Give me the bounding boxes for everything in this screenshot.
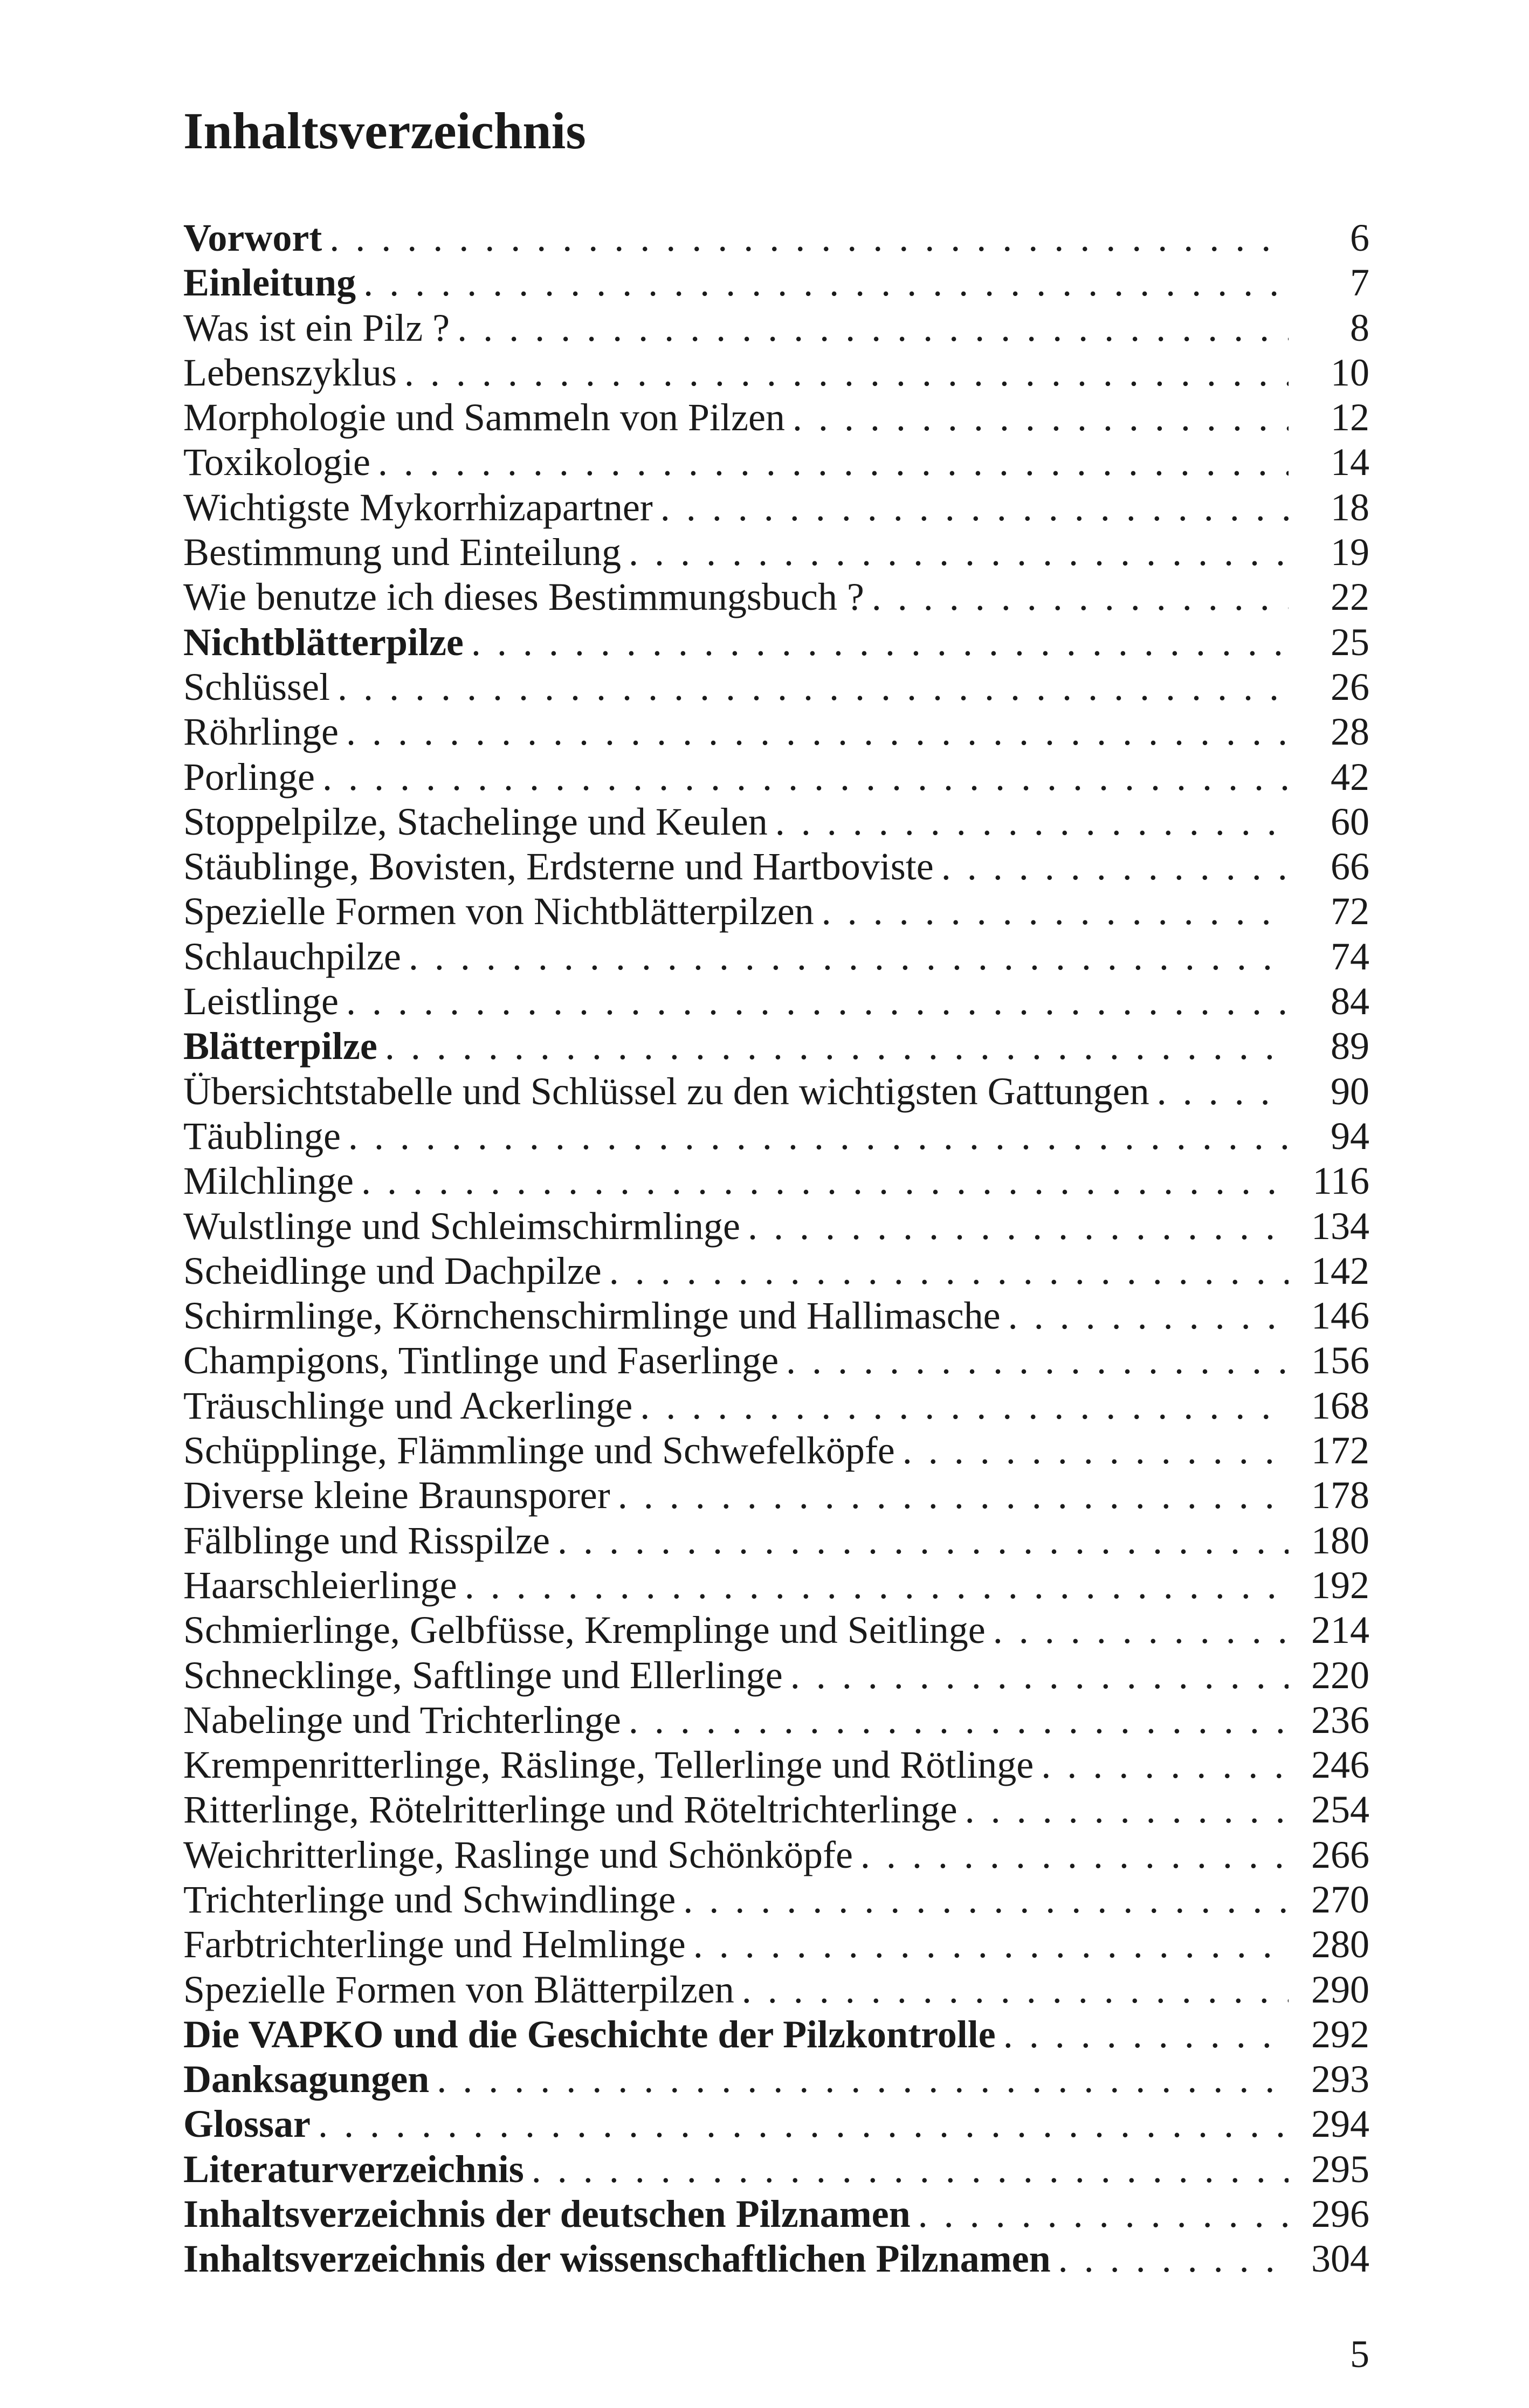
toc-entry-page: 192: [1311, 1563, 1369, 1607]
toc-dot-leader: [465, 1563, 1289, 1608]
toc-entry: [183, 1114, 1369, 1159]
toc-entry: [183, 1967, 1369, 2012]
toc-entry-label: Blätterpilze: [183, 1024, 377, 1068]
toc-entry-label: Toxikologie: [183, 441, 370, 484]
toc-entry-label: Champigons, Tintlinge und Faserlinge: [183, 1339, 779, 1382]
toc-entry-label: Vorwort: [183, 216, 322, 259]
toc-dot-leader: [609, 1249, 1289, 1294]
toc-entry-page: 26: [1331, 665, 1369, 708]
toc-entry-label: Krempenritterlinge, Räslinge, Tellerlinge und Rötlinge: [183, 1743, 1034, 1787]
toc-entry-label: Scheidlinge und Dachpilze: [183, 1249, 602, 1292]
toc-entry-page: 19: [1331, 531, 1369, 574]
toc-entry-label: Träuschlinge und Ackerlinge: [183, 1384, 633, 1427]
toc-entry-page: 74: [1331, 934, 1369, 978]
toc-dot-leader: [404, 350, 1289, 395]
toc-entry: [183, 1787, 1369, 1832]
toc-entry: [183, 979, 1369, 1024]
toc-entry: [183, 620, 1369, 665]
toc-entry: [183, 1159, 1369, 1203]
toc-dot-leader: [918, 2192, 1289, 2237]
toc-entry-page: 7: [1350, 261, 1369, 305]
toc-entry-page: 146: [1311, 1294, 1369, 1338]
toc-dot-leader: [618, 1473, 1289, 1518]
toc-entry-page: 236: [1311, 1698, 1369, 1742]
toc-entry-label: Trichterlinge und Schwindlinge: [183, 1877, 676, 1921]
toc-entry-label: Spezielle Formen von Blätterpilzen: [183, 1967, 734, 2011]
toc-entry-label: Einleitung: [183, 261, 356, 305]
toc-entry-label: Danksagungen: [183, 2058, 430, 2101]
toc-entry: [183, 2192, 1369, 2237]
toc-entry-page: 294: [1311, 2102, 1369, 2146]
toc-entry: [183, 1653, 1369, 1698]
toc-entry: [183, 2057, 1369, 2102]
toc-dot-leader: [683, 1877, 1289, 1922]
toc-entry-page: 254: [1311, 1788, 1369, 1832]
toc-entry: [183, 1608, 1369, 1653]
toc-entry: [183, 1338, 1369, 1383]
toc-entry: [183, 2102, 1369, 2146]
toc-entry-label: Diverse kleine Braunsporer: [183, 1474, 610, 1517]
toc-entry: [183, 1249, 1369, 1294]
toc-dot-leader: [409, 934, 1289, 979]
toc-entry-label: Inhaltsverzeichnis der deutschen Pilznamen: [183, 2192, 911, 2236]
toc-dot-leader: [775, 800, 1289, 844]
toc-entry: [183, 395, 1369, 440]
toc-entry-page: 12: [1331, 396, 1369, 439]
toc-entry: [183, 485, 1369, 530]
toc-dot-leader: [660, 485, 1289, 530]
toc-entry-label: Glossar: [183, 2102, 311, 2146]
toc-dot-leader: [629, 1698, 1289, 1743]
toc-dot-leader: [1157, 1069, 1289, 1114]
toc-dot-leader: [860, 1833, 1289, 1877]
toc-dot-leader: [693, 1922, 1289, 1967]
toc-entry-label: Täublinge: [183, 1114, 341, 1158]
toc-entry-label: Haarschleierlinge: [183, 1563, 457, 1607]
toc-entry: [183, 306, 1369, 350]
toc-entry-label: Übersichtstabelle und Schlüssel zu den wichtigsten Gattungen: [183, 1069, 1149, 1113]
toc-dot-leader: [1058, 2237, 1289, 2281]
toc-dot-leader: [1008, 1294, 1289, 1338]
toc-dot-leader: [742, 1967, 1289, 2012]
toc-entry-page: 178: [1311, 1474, 1369, 1517]
toc-entry-label: Wie benutze ich dieses Bestimmungsbuch ?: [183, 575, 864, 619]
toc-entry-page: 42: [1331, 755, 1369, 799]
toc-entry: [183, 1428, 1369, 1473]
toc-entry-page: 220: [1311, 1653, 1369, 1697]
toc-entry-label: Weichritterlinge, Raslinge und Schönköpfe: [183, 1833, 853, 1876]
toc-entry: [183, 216, 1369, 260]
toc-entry-label: Schlüssel: [183, 665, 330, 708]
toc-entry: [183, 934, 1369, 979]
toc-entry-label: Farbtrichterlinge und Helmlinge: [183, 1923, 686, 1966]
toc-entry: [183, 260, 1369, 305]
toc-entry: [183, 1563, 1369, 1608]
toc-entry-page: 292: [1311, 2012, 1369, 2056]
toc-dot-leader: [329, 216, 1289, 260]
toc-dot-leader: [786, 1338, 1289, 1383]
toc-entry: [183, 1922, 1369, 1967]
toc-dot-leader: [437, 2057, 1289, 2102]
toc-dot-leader: [457, 306, 1289, 350]
toc-entry-page: 293: [1311, 2058, 1369, 2101]
toc-entry: [183, 1204, 1369, 1249]
toc-dot-leader: [348, 1114, 1289, 1159]
toc-entry: [183, 350, 1369, 395]
table-of-contents: [183, 216, 1369, 2282]
toc-dot-leader: [629, 530, 1289, 575]
toc-entry-label: Bestimmung und Einteilung: [183, 531, 621, 574]
toc-entry-label: Röhrlinge: [183, 710, 339, 754]
toc-entry: [183, 1743, 1369, 1787]
toc-dot-leader: [471, 620, 1289, 665]
toc-entry-page: 214: [1311, 1608, 1369, 1652]
toc-entry-page: 14: [1331, 441, 1369, 484]
toc-entry: [183, 1833, 1369, 1877]
toc-entry-label: Wulstlinge und Schleimschirmlinge: [183, 1204, 740, 1248]
toc-entry-page: 60: [1331, 800, 1369, 843]
toc-dot-leader: [378, 440, 1289, 485]
toc-entry-label: Ritterlinge, Rötelritterlinge und Röteltrichterlinge: [183, 1788, 958, 1832]
toc-dot-leader: [363, 260, 1289, 305]
toc-entry-page: 25: [1331, 620, 1369, 664]
toc-entry-page: 90: [1331, 1069, 1369, 1113]
toc-entry-label: Schirmlinge, Körnchenschirmlinge und Hallimasche: [183, 1294, 1001, 1338]
toc-entry-label: Fälblinge und Risspilze: [183, 1518, 550, 1562]
toc-entry: [183, 1698, 1369, 1743]
toc-entry-page: 8: [1350, 306, 1369, 349]
toc-entry-page: 6: [1350, 216, 1369, 259]
toc-entry-label: Was ist ein Pilz ?: [183, 306, 450, 349]
toc-entry-label: Schlauchpilze: [183, 934, 401, 978]
toc-entry: [183, 1877, 1369, 1922]
toc-entry-page: 134: [1311, 1204, 1369, 1248]
toc-entry-page: 296: [1311, 2192, 1369, 2236]
toc-dot-leader: [965, 1787, 1289, 1832]
toc-dot-leader: [993, 1608, 1289, 1653]
toc-entry-page: 246: [1311, 1743, 1369, 1787]
page-number: 5: [1350, 2333, 1369, 2376]
toc-dot-leader: [941, 844, 1289, 889]
toc-entry-label: Lebenszyklus: [183, 350, 397, 394]
toc-entry: [183, 2147, 1369, 2192]
toc-entry: [183, 1384, 1369, 1428]
toc-entry-page: 156: [1311, 1339, 1369, 1382]
toc-entry-page: 270: [1311, 1877, 1369, 1921]
toc-entry: [183, 2012, 1369, 2057]
toc-dot-leader: [1041, 1743, 1289, 1787]
toc-entry-label: Schnecklinge, Saftlinge und Ellerlinge: [183, 1653, 783, 1697]
toc-entry-page: 10: [1331, 350, 1369, 394]
toc-entry: [183, 1518, 1369, 1563]
toc-entry-page: 290: [1311, 1967, 1369, 2011]
toc-dot-leader: [318, 2102, 1289, 2146]
toc-entry-label: Wichtigste Mykorrhizapartner: [183, 485, 653, 529]
toc-dot-leader: [903, 1428, 1289, 1473]
toc-entry: [183, 1294, 1369, 1338]
toc-entry-page: 89: [1331, 1024, 1369, 1068]
toc-entry-page: 18: [1331, 485, 1369, 529]
toc-entry-label: Nabelinge und Trichterlinge: [183, 1698, 621, 1742]
toc-entry-label: Inhaltsverzeichnis der wissenschaftlichen Pilznamen: [183, 2237, 1051, 2281]
toc-entry-page: 180: [1311, 1518, 1369, 1562]
toc-entry-label: Literaturverzeichnis: [183, 2147, 524, 2191]
toc-entry: [183, 575, 1369, 620]
toc-entry: [183, 800, 1369, 844]
toc-dot-leader: [361, 1159, 1289, 1203]
toc-entry-label: Stäublinge, Bovisten, Erdsterne und Hartboviste: [183, 845, 934, 889]
toc-entry-page: 72: [1331, 890, 1369, 933]
toc-entry: [183, 665, 1369, 710]
toc-entry: [183, 1473, 1369, 1518]
toc-entry-page: 266: [1311, 1833, 1369, 1876]
toc-entry-page: 94: [1331, 1114, 1369, 1158]
toc-dot-leader: [385, 1024, 1289, 1069]
toc-dot-leader: [338, 665, 1289, 710]
toc-entry-label: Schüpplinge, Flämmlinge und Schwefelköpfe: [183, 1429, 895, 1473]
toc-entry-label: Porlinge: [183, 755, 315, 799]
toc-entry-page: 142: [1311, 1249, 1369, 1292]
toc-entry-label: Die VAPKO und die Geschichte der Pilzkontrolle: [183, 2012, 996, 2056]
toc-entry-page: 295: [1311, 2147, 1369, 2191]
toc-entry: [183, 710, 1369, 754]
toc-dot-leader: [748, 1204, 1289, 1249]
toc-entry-page: 84: [1331, 980, 1369, 1023]
toc-dot-leader: [872, 575, 1289, 620]
toc-entry-label: Nichtblätterpilze: [183, 620, 464, 664]
toc-entry-page: 28: [1331, 710, 1369, 754]
toc-entry: [183, 530, 1369, 575]
toc-dot-leader: [557, 1518, 1289, 1563]
page-title: Inhaltsverzeichnis: [183, 102, 586, 160]
toc-entry: [183, 755, 1369, 800]
toc-entry-page: 172: [1311, 1429, 1369, 1473]
toc-dot-leader: [640, 1384, 1289, 1428]
toc-entry-page: 116: [1312, 1159, 1369, 1203]
toc-entry: [183, 1069, 1369, 1114]
toc-dot-leader: [790, 1653, 1289, 1698]
toc-entry-page: 22: [1331, 575, 1369, 619]
toc-entry-page: 304: [1311, 2237, 1369, 2281]
toc-entry-page: 66: [1331, 845, 1369, 889]
toc-entry-page: 168: [1311, 1384, 1369, 1427]
toc-entry-label: Morphologie und Sammeln von Pilzen: [183, 396, 785, 439]
toc-entry: [183, 440, 1369, 485]
toc-entry-label: Spezielle Formen von Nichtblätterpilzen: [183, 890, 814, 933]
toc-entry: [183, 1024, 1369, 1069]
toc-entry: [183, 844, 1369, 889]
toc-dot-leader: [793, 395, 1289, 440]
toc-dot-leader: [822, 889, 1289, 934]
toc-dot-leader: [1003, 2012, 1289, 2057]
toc-entry: [183, 2237, 1369, 2281]
toc-entry-label: Milchlinge: [183, 1159, 354, 1203]
toc-entry-page: 280: [1311, 1923, 1369, 1966]
toc-dot-leader: [346, 979, 1289, 1024]
toc-dot-leader: [322, 755, 1289, 800]
toc-entry: [183, 889, 1369, 934]
toc-dot-leader: [346, 710, 1289, 754]
toc-dot-leader: [532, 2147, 1289, 2192]
toc-entry-label: Leistlinge: [183, 980, 339, 1023]
toc-entry-label: Schmierlinge, Gelbfüsse, Kremplinge und Seitlinge: [183, 1608, 986, 1652]
toc-entry-label: Stoppelpilze, Stachelinge und Keulen: [183, 800, 768, 843]
